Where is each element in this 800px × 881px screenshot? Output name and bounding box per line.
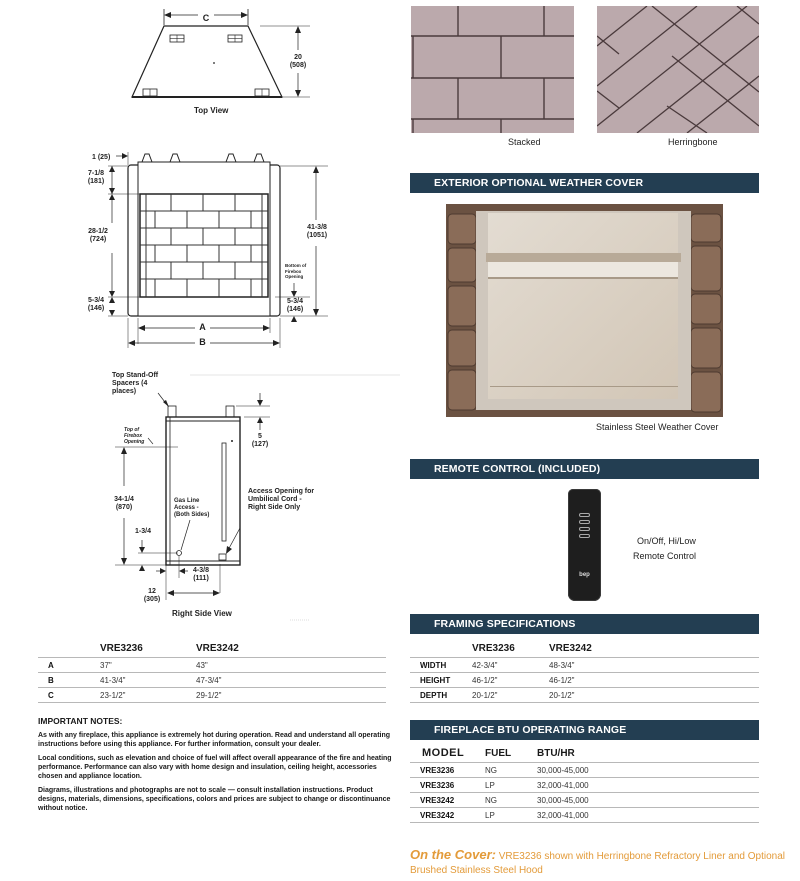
weather-cover-caption: Stainless Steel Weather Cover [596,422,719,432]
cell-vre3242: 48-3/4" [549,658,759,673]
side-depth-mm: (305) [143,596,161,603]
weather-cover-photo [446,204,723,417]
dim-b-label: B [199,337,206,347]
framing-header-vre3242: VRE3242 [549,643,592,654]
framing-heading: FRAMING SPECIFICATIONS [410,614,759,634]
weather-cover-image [446,204,723,417]
liner-swatch-stacked [411,6,574,133]
remote-control-image [568,489,601,601]
gas-access-label: Gas Line Access - (Both Sides) [174,498,210,518]
row-label: A [38,658,100,673]
cell-vre3242: 46-1/2" [549,673,759,688]
cell-fuel: LP [485,778,537,793]
umbilical-label: Access Opening for Umbilical Cord - Right Side Only [248,488,315,511]
cell-fuel: NG [485,793,537,808]
header-mm: (181) [87,178,105,185]
dimensions-header-vre3236: VRE3236 [100,643,143,654]
btu-heading: FIREPLACE BTU OPERATING RANGE [410,720,759,740]
cover-note-lead: On the Cover: [410,847,496,862]
cell-fuel: NG [485,763,537,778]
cell-btu: 30,000-45,000 [537,763,759,778]
base-left-mm: (146) [87,305,105,312]
note-paragraph: Diagrams, illustrations and photographs are not to scale — consult installation instructions. Product designs, materials, dimensions, specifications, colors and prices are subject to change or discontinuance without notice. [38,787,391,812]
remote-caption-line2: Remote Control [633,551,697,561]
base-right-in: 5-3/4 [287,298,303,305]
btu-header-model: MODEL [422,747,465,759]
remote-heading: REMOTE CONTROL (INCLUDED) [410,459,759,479]
dimensions-table [38,643,386,703]
base-left-in: 5-3/4 [88,297,104,304]
note-paragraph: Local conditions, such as elevation and choice of fuel will affect overall appearance of the fire and heating performance. Performance can also vary with home design and insulation, ceiling height, accessories chosen and appliance location. [38,755,392,780]
cell-model: VRE3236 [410,763,485,778]
btu-table [410,747,759,823]
table-row [410,658,759,673]
top-view-caption: Top View [194,106,229,115]
header-in: 7-1/8 [88,170,104,177]
table-row [410,673,759,688]
dim-c-label: C [202,13,210,23]
cell-vre3236: 46-1/2" [472,673,549,688]
row-label: HEIGHT [410,673,472,688]
note-paragraph: As with any fireplace, this appliance is extremely hot during operation. Read and understand all operating instructions before using this appliance. For further information, consult your dealer. [38,732,391,748]
front-view-diagram [80,148,340,358]
top-depth-mm: (508) [289,62,307,69]
table-row [38,673,386,688]
herringbone-brick-image [597,6,759,133]
remote-button [579,520,590,524]
front-view-drawing [80,148,340,358]
opening-mm: (724) [89,236,107,243]
table-row [410,793,759,808]
spacer-height-mm: (127) [251,441,269,448]
cell-model: VRE3242 [410,808,485,823]
cell-vre3242: 47-3/4" [196,673,386,688]
firebox-top-label: Top of Firebox Opening [124,427,145,445]
dimensions-header-blank [38,643,100,658]
opening-in: 28-1/2 [88,228,108,235]
stacked-brick-image [411,6,574,133]
cell-vre3242: 29-1/2" [196,688,386,703]
table-row [38,658,386,673]
top-depth-in: 20 [294,54,302,61]
remote-button [579,527,590,531]
liner-caption-herringbone: Herringbone [668,137,718,147]
spacers-label: Top Stand-Off Spacers (4 places) [112,372,159,395]
dimensions-header-vre3242: VRE3242 [196,643,239,654]
firebox-height-in: 34-1/4 [114,496,134,503]
spacer-height-in: 5 [258,433,262,440]
table-row [410,688,759,703]
table-row [410,763,759,778]
bottom-of-firebox-note: Bottom of Firebox Opening [285,263,307,279]
framing-header-vre3236: VRE3236 [472,643,515,654]
notes-title: IMPORTANT NOTES: [38,716,123,726]
row-label: B [38,673,100,688]
row-label: C [38,688,100,703]
remote-button [579,513,590,517]
row-label: WIDTH [410,658,472,673]
framing-header-blank [410,643,472,658]
cell-vre3236: 23-1/2" [100,688,196,703]
remote-caption-line1: On/Off, Hi/Low [637,536,696,546]
framing-header-row [410,643,759,658]
gas-offset-in: 4-3/8 [193,567,209,574]
cover-note-text: VRE3236 shown with Herringbone Refractory Liner and Optional Brushed Stainless Steel Hood [410,851,786,876]
cell-vre3236: 41-3/4" [100,673,196,688]
remote-button [579,534,590,538]
cell-vre3236: 42-3/4" [472,658,549,673]
side-depth-in: 12 [148,588,156,595]
btu-header-btuhr: BTU/HR [537,747,575,759]
cell-vre3236: 20-1/2" [472,688,549,703]
table-row [410,778,759,793]
important-notes [38,717,393,818]
cell-model: VRE3236 [410,778,485,793]
cell-vre3242: 20-1/2" [549,688,759,703]
firebox-height-mm: (870) [115,504,133,511]
cover-note [410,848,790,878]
side-view-diagram [100,368,400,623]
side-view-caption: Right Side View [172,609,232,618]
cell-vre3242: 43" [196,658,386,673]
cell-model: VRE3242 [410,793,485,808]
table-row [38,688,386,703]
weather-cover-heading: EXTERIOR OPTIONAL WEATHER COVER [410,173,759,193]
cell-fuel: LP [485,808,537,823]
base-right-mm: (146) [286,306,304,313]
total-height-mm: (1051) [306,232,328,239]
gas-height-in: 1-3/4 [135,528,151,535]
remote-logo: bep [579,572,590,578]
table-row [410,808,759,823]
cell-vre3236: 37" [100,658,196,673]
cell-btu: 30,000-45,000 [537,793,759,808]
cell-btu: 32,000-41,000 [537,778,759,793]
top-view-diagram [110,5,320,120]
btu-header-row [410,747,759,763]
framing-table [410,643,759,703]
gas-offset-mm: (111) [193,575,209,582]
liner-swatch-herringbone [597,6,759,133]
liner-caption-stacked: Stacked [508,137,541,147]
dim-a-label: A [199,322,206,332]
cell-btu: 32,000-41,000 [537,808,759,823]
row-label: DEPTH [410,688,472,703]
total-height-in: 41-3/8 [307,224,327,231]
btu-header-fuel: FUEL [485,747,512,759]
dimensions-header-row [38,643,386,658]
top-offset-label: 1 (25) [92,154,111,161]
